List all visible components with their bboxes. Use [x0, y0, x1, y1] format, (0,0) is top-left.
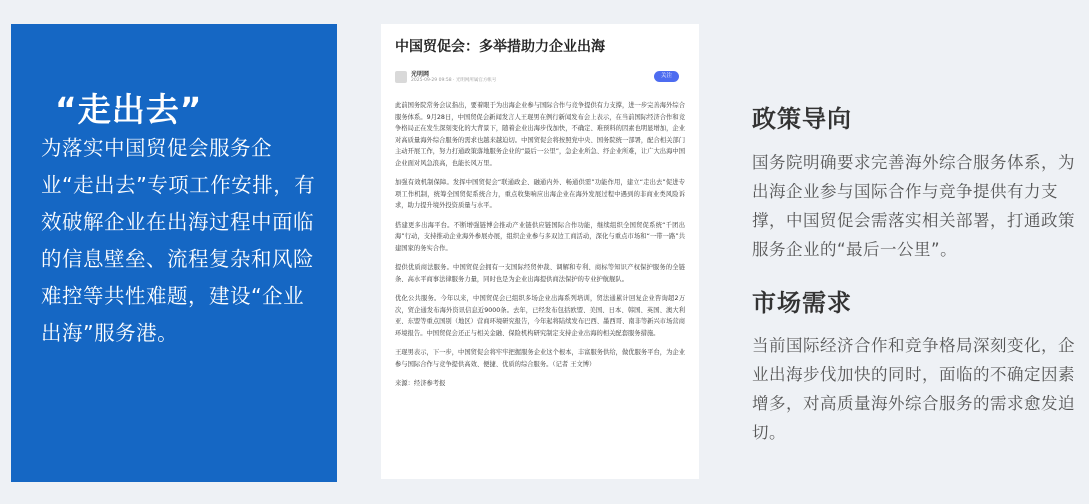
source-date: 2025-09-29 09:58 · 光明网所属官方帐号 [411, 77, 497, 83]
article-source-line: 来源：经济参考报 [395, 380, 446, 387]
policy-section-body: 国务院明确要求完善海外综合服务体系，为出海企业参与国际合作与竞争提供有力支撑，中国贸促会需落实相关部署，打通政策服务企业的“最后一公里”。 [752, 153, 1075, 259]
article-paragraph: 王琨男表示，下一步，中国贸促会将牢牢把握服务企业这个根本，丰富服务供给，做优服务平台，为企业参与国际合作与竞争提供高效、便捷、优质的综合服务。（记者 王文博） [395, 349, 685, 368]
article-headline: 中国贸促会：多举措助力企业出海 [395, 39, 605, 55]
intro-title: “走出去” [55, 90, 203, 129]
article-source-row [395, 68, 685, 86]
article-paragraph: 加强有效机制保障。发挥中国贸促会“联通政企、融通内外、畅通供需”功能作用，建立“走出去”促进专项工作机制，统筹全国贸促系统合力，重点收集响应出海企业在海外发展过程中遇到的非商业类风险诉求，助力提升境外投资质量与水平。 [395, 179, 685, 209]
source-name: 光明网 [411, 70, 430, 78]
market-section-body: 当前国际经济合作和竞争格局深刻变化，企业出海步伐加快的同时，面临的不确定因素增多，对高质量海外综合服务的需求愈发迫切。 [752, 336, 1075, 442]
intro-body: 为落实中国贸促会服务企业“走出去”专项工作安排，有效破解企业在出海过程中面临的信息壁垒、流程复杂和风险难控等共性难题，建设“企业出海”服务港。 [41, 136, 316, 345]
source-logo-icon [395, 71, 407, 83]
article-paragraph: 优化公共服务。今年以来，中国贸促会已组织多场企业出海系列培训，贸法通累计回复企业咨询超2万次，贸企通发布海外资讯信息近9000条。去年，已经发布包括欧盟、美国、日本、韩国、英国、澳大利亚、东盟等重点国别（地区）营商环境研究报告，今年起将陆续发布巴西、墨西哥、南非等新兴市场营商环境报告。中国贸促会还正与相关金融、保险机构研究制定支持企业出海的相关配套服务措施。 [395, 295, 685, 337]
article-paragraph: 此前国务院常务会议指出，要着眼于为出海企业参与国际合作与竞争提供有力支撑，进一步完善海外综合服务体系。9月28日，中国贸促会新闻发言人王琨男在例行新闻发布会上表示，在当前国际经济合作和竞争格局正在发生深刻变化的大背景下，随着企业出海步伐加快，不确定、难预料的因素也明显增加，企业对高质量海外综合服务的需求也越来越迫切。中国贸促会将按照党中央、国务院统一部署，配合相关部门主动开展工作，努力打通政策落地服务企业的“最后一公里”，急企业所急、纾企业所难，让广大出海中国企业面对风急浪高，也能长风万里。 [395, 102, 685, 167]
article-paragraph: 提供优质商法服务。中国贸促会拥有一支国际经贸仲裁、调解和专利、商标等知识产权保护服务的全链条、高水平商事法律服务力量，同时也是为企业出海提供商法保护的专业护航舰队。 [395, 264, 685, 283]
market-section-title: 市场需求 [752, 289, 852, 317]
source-meta [411, 71, 496, 84]
news-article-card [381, 24, 699, 479]
policy-section-title: 政策导向 [752, 105, 852, 133]
intro-panel [11, 24, 337, 482]
article-paragraph: 搭建更多出海平台。不断增强链博会推动产业链供应链国际合作功能，继续组织全国贸促系统“千团出海”行动，支持推动企业海外参展办展，组织企业参与多双边工商活动，深化与重点市场和“一带一路”共建国家的务实合作。 [395, 221, 685, 252]
follow-button[interactable]: 关注 [654, 71, 679, 82]
